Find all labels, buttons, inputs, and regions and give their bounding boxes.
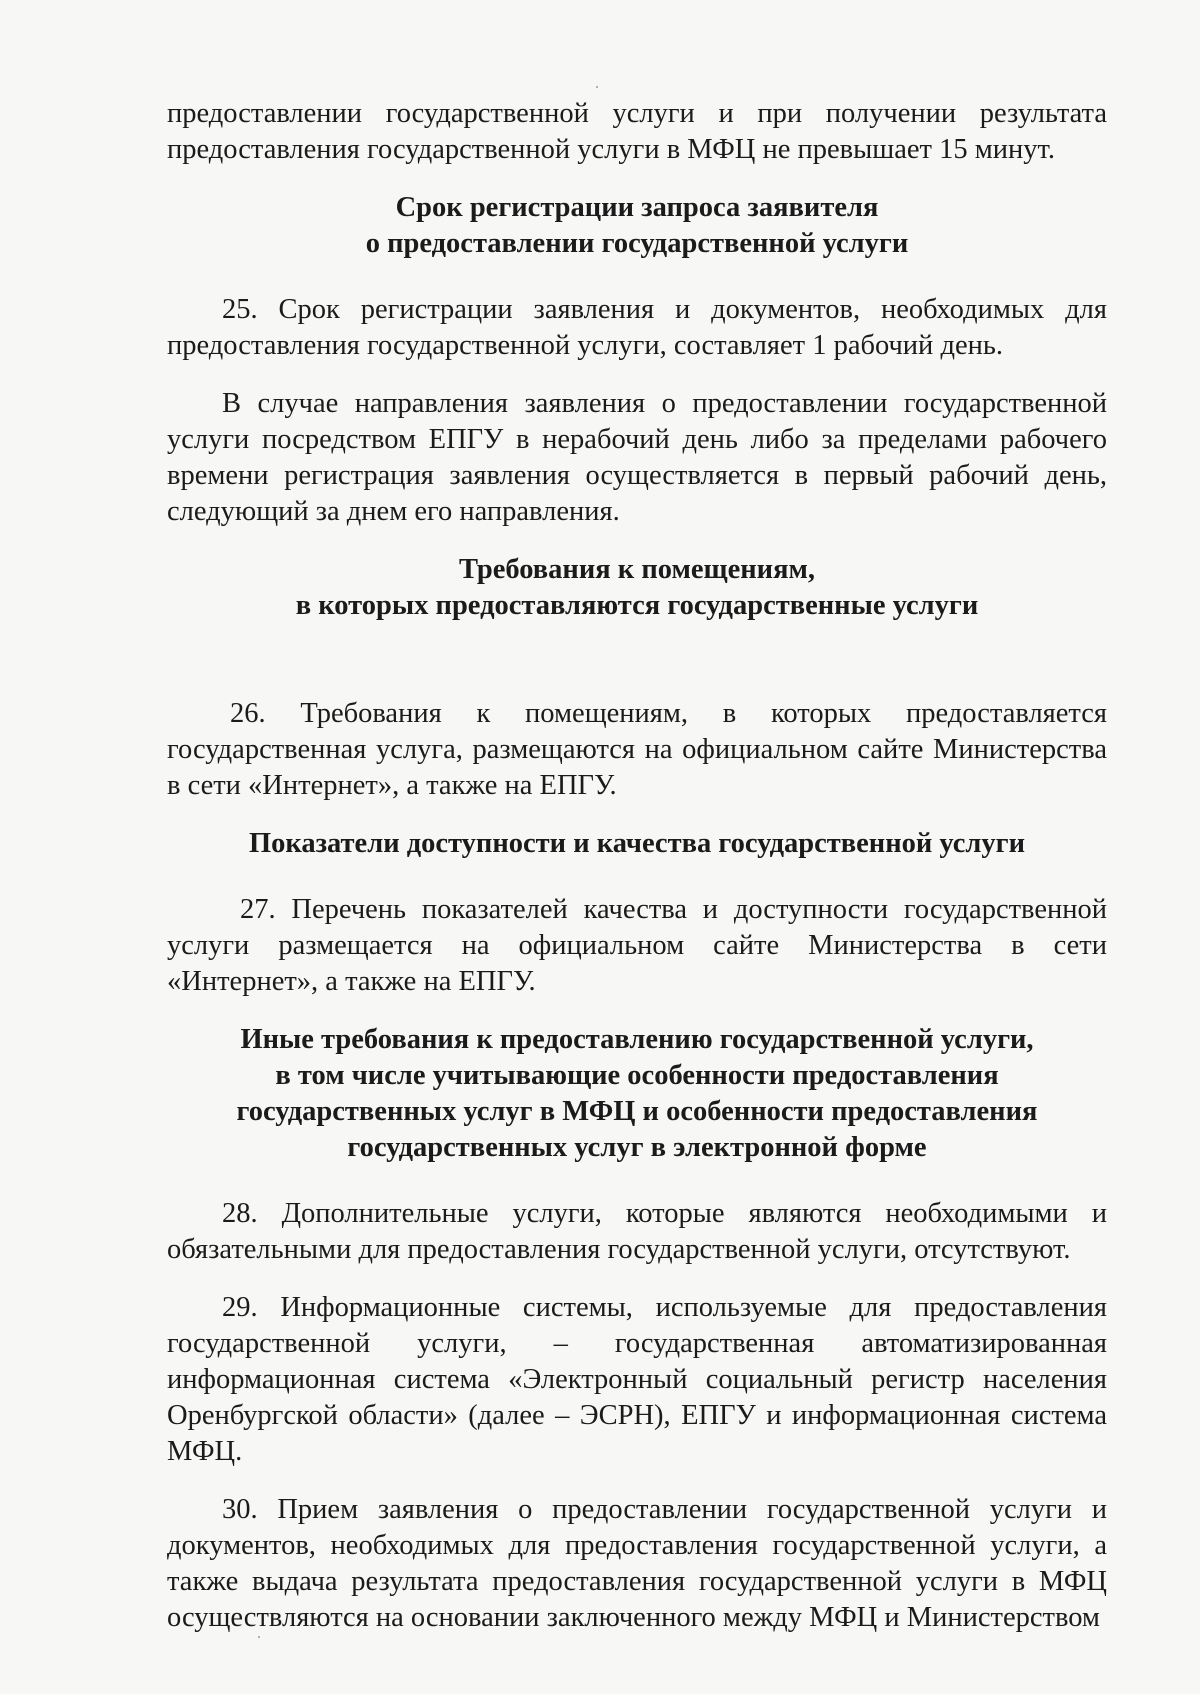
- paragraph-30: 30. Прием заявления о предоставлении государственной услуги и документов, необходимых для предоставления государственной услуги, а также выдача результата предоставления государственной услуги в МФЦ осуществляются на основании заключенного между МФЦ и Министерством: [167, 1494, 1107, 1633]
- paragraph-25: 25. Срок регистрации заявления и документов, необходимых для предоставления государственной услуги, составляет 1 рабочий день.: [167, 294, 1107, 361]
- scan-speck: [596, 86, 598, 88]
- heading-premises-requirements: Требования к помещениям, в которых предоставляются государственные услуги: [295, 554, 979, 621]
- paragraph-26: 26. Требования к помещениям, в которых предоставляется государственная услуга, размещаются на официальном сайте Министерства в сети «Интернет», а также на ЕПГУ.: [167, 698, 1107, 801]
- paragraph-28: 28. Дополнительные услуги, которые являются необходимыми и обязательными для предоставления государственной услуги, отсутствуют.: [167, 1198, 1107, 1265]
- heading-other-requirements: Иные требования к предоставлению государственной услуги, в том числе учитывающие особенности предоставления государственных услуг в МФЦ и особенности предоставления государственных услуг в электронной форме: [236, 1024, 1038, 1163]
- heading-quality-indicators: Показатели доступности и качества государственной услуги: [248, 828, 1026, 859]
- paragraph-25-continued: В случае направления заявления о предоставлении государственной услуги посредством ЕПГУ в нерабочий день либо за пределами рабочего времени регистрация заявления осуществляется в первый рабочий день, следующий за днем его направления.: [167, 388, 1107, 527]
- heading-registration-term: Срок регистрации запроса заявителя о предоставлении государственной услуги: [365, 192, 909, 259]
- document-body: [167, 96, 1107, 1658]
- paragraph-27: 27. Перечень показателей качества и доступности государственной услуги размещается на официальном сайте Министерства в сети «Интернет», а также на ЕПГУ.: [167, 894, 1107, 997]
- paragraph-intro: предоставлении государственной услуги и при получении результата предоставления государственной услуги в МФЦ не превышает 15 минут.: [167, 98, 1107, 165]
- paragraph-29: 29. Информационные системы, используемые для предоставления государственной услуги, – государственная автоматизированная информационная система «Электронный социальный регистр населения Оренбургской области» (далее – ЭСРН), ЕПГУ и информационная система МФЦ.: [167, 1292, 1107, 1467]
